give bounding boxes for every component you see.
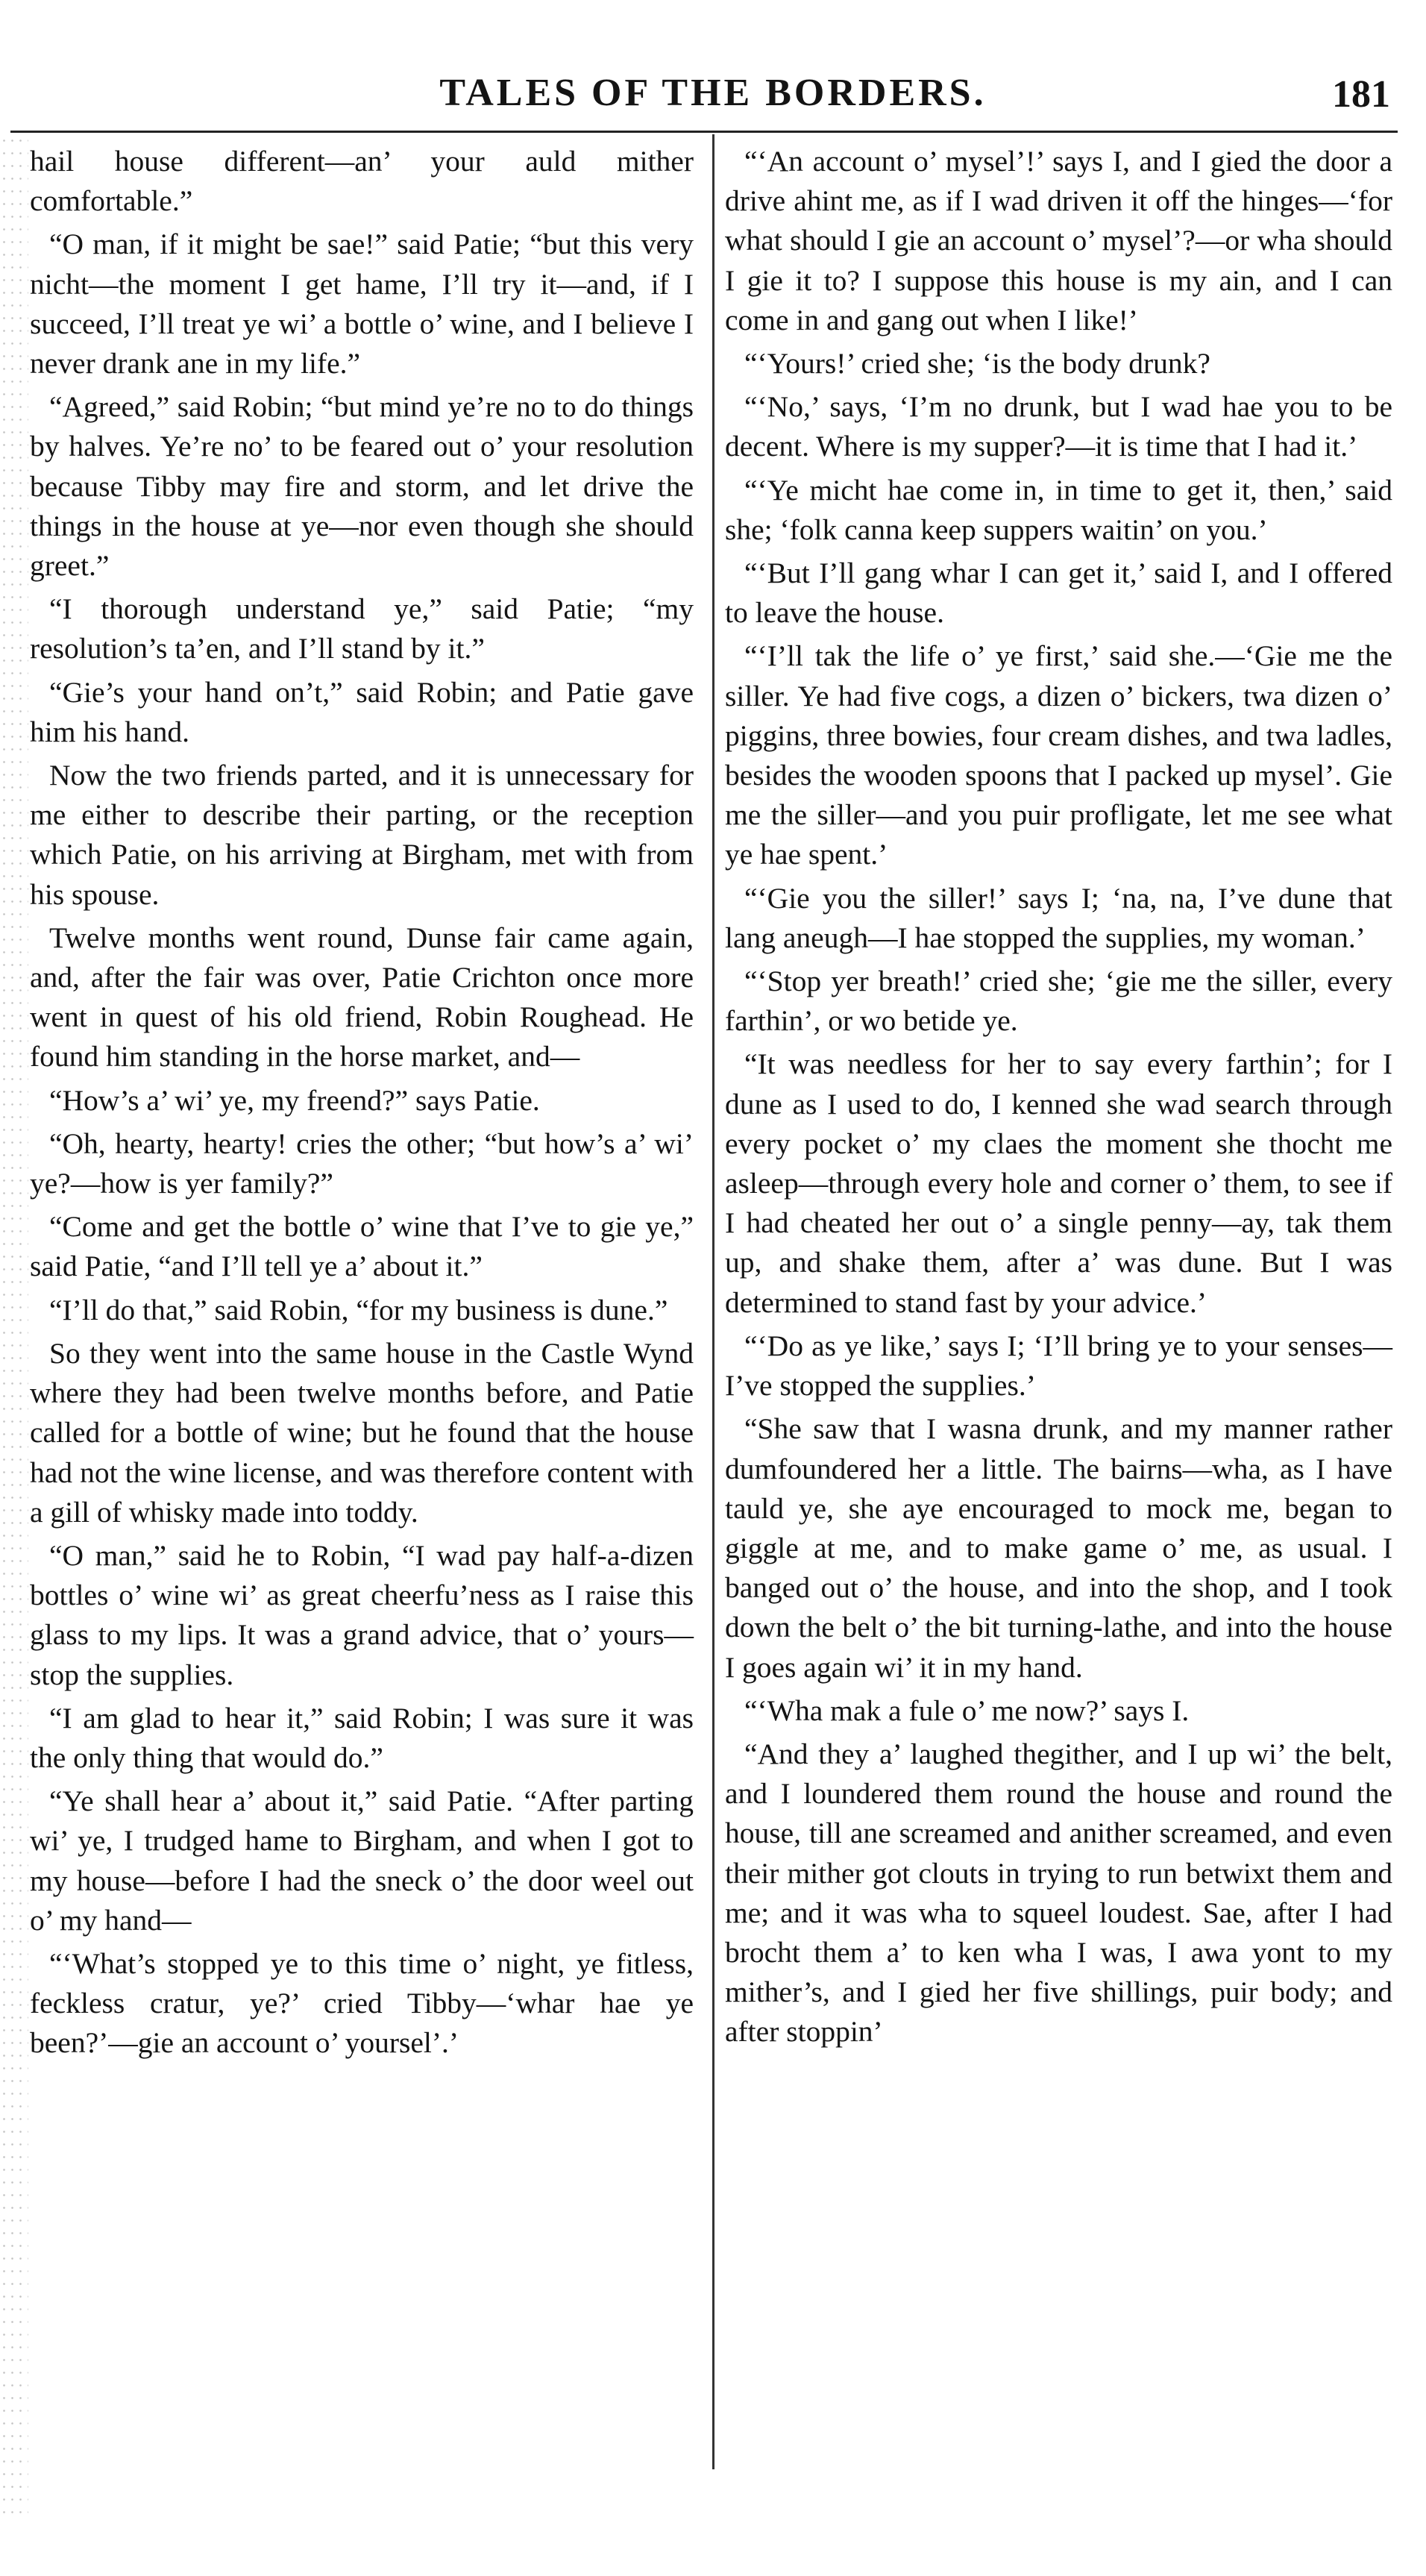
paragraph: “‘Stop yer breath!’ cried she; ‘gie me the siller, every farthin’, or wo betide ye. (725, 965, 1392, 1038)
paragraph: “‘But I’ll gang whar I can get it,’ said I, and I offered to leave the house. (725, 557, 1392, 630)
paragraph: “I’ll do that,” said Robin, “for my business is dune.” (49, 1293, 668, 1326)
paragraph: hail house different—an’ your auld mither comfortable.” (30, 145, 694, 218)
page-header (0, 71, 1426, 131)
paragraph: Twelve months went round, Dunse fair came again, and, after the fair was over, Patie Crichton once more went in quest of his old friend, Robin Roughead. He found him standing in the horse market, and— (30, 921, 694, 1074)
paragraph: “Come and get the bottle o’ wine that I’ve to gie ye,” said Patie, “and I’ll tell ye a’ about it.” (30, 1210, 694, 1283)
paragraph: “Ye shall hear a’ about it,” said Patie. “After parting wi’ ye, I trudged hame to Birgham, and when I got to my house—before I had the sneck o’ the door weel out o’ my hand— (30, 1784, 694, 1937)
paragraph: “Gie’s your hand on’t,” said Robin; and Patie gave him his hand. (30, 675, 694, 748)
page-number: 181 (1332, 73, 1390, 116)
column-divider (712, 134, 714, 2469)
right-column (725, 142, 1392, 2056)
paragraph: “I am glad to hear it,” said Robin; I was sure it was the only thing that would do.” (30, 1701, 694, 1774)
header-rule (10, 131, 1398, 133)
paragraph: “‘What’s stopped ye to this time o’ night, ye fitless, feckless cratur, ye?’ cried Tibby—‘whar hae ye been?’—gie an account o’ yoursel’.’ (30, 1946, 694, 2060)
paragraph: “She saw that I wasna drunk, and my manner rather dumfoundered her a little. The bairns—wha, as I have tauld ye, she aye encouraged to mock me, began to giggle at me, and to make game o’ me, as usual. I banged out o’ the house, and into the shop, and I took down the belt o’ the bit turning-lathe, and into the house I goes again wi’ it in my hand. (725, 1412, 1392, 1684)
paragraph: “Oh, hearty, hearty! cries the other; “but how’s a’ wi’ ye?—how is yer family?” (30, 1126, 694, 1200)
paragraph: “‘I’ll tak the life o’ ye first,’ said she.—‘Gie me the siller. Ye had five cogs, a dizen o’ bickers, twa dizen o’ piggins, three bowies, four cream dishes, and twa ladles, besides the wooden spoons that I packed up mysel’. Gie me the siller—and you puir profligate, let me see what ye hae spent.’ (725, 639, 1392, 871)
paragraph: So they went into the same house in the Castle Wynd where they had been twelve months before, and Patie called for a bottle of wine; but he found that the house had not the wine license, and was therefore content with a gill of whisky made into toddy. (30, 1336, 694, 1529)
paragraph: “How’s a’ wi’ ye, my freend?” says Patie. (49, 1083, 540, 1117)
paragraph: “‘Do as ye like,’ says I; ‘I’ll bring ye to your senses—I’ve stopped the supplies.’ (725, 1329, 1392, 1403)
paragraph: “I thorough understand ye,” said Patie; “my resolution’s ta’en, and I’ll stand by it.” (30, 592, 694, 665)
paragraph: “Agreed,” said Robin; “but mind ye’re no to do things by halves. Ye’re no’ to be feared out o’ your resolution because Tibby may fire and storm, and let drive the things in the house at ye—nor even though she should greet.” (30, 390, 694, 583)
paragraph: “‘An account o’ mysel’!’ says I, and I gied the door a drive ahint me, as if I wad driven it off the hinges—‘for what should I gie an account o’ mysel’?—or wha should I gie it to? I suppose this house is my ain, and I can come in and gang out when I like!’ (725, 145, 1392, 336)
paragraph: Now the two friends parted, and it is unnecessary for me either to describe their parting, or the reception which Patie, on his arriving at Birgham, met with from his spouse. (30, 759, 694, 911)
paragraph: “‘Gie you the siller!’ says I; ‘na, na, I’ve dune that lang aneugh—I hae stopped the supplies, my woman.’ (725, 881, 1392, 954)
paragraph: “‘Wha mak a fule o’ me now?’ says I. (744, 1693, 1190, 1727)
paragraph: “‘Yours!’ cried she; ‘is the body drunk? (744, 347, 1210, 380)
paragraph: “‘No,’ says, ‘I’m no drunk, but I wad hae you to be decent. Where is my supper?—it is time that I had it.’ (725, 390, 1392, 463)
paragraph: “It was needless for her to say every farthin’; for I dune as I used to do, I kenned she wad search through every pocket o’ my claes the moment she thocht me asleep—through every hole and corner o’ them, to see if I had cheated her out o’ a single penny—ay, tak them up, and shake them, after a’ was dune. But I was determined to stand fast by your advice.’ (725, 1047, 1392, 1319)
left-column (30, 142, 694, 2067)
binding-edge-specks (0, 134, 28, 2522)
paragraph: “‘Ye micht hae come in, in time to get it, then,’ said she; ‘folk canna keep suppers waitin’ on you.’ (725, 473, 1392, 546)
paragraph: “O man,” said he to Robin, “I wad pay half-a-dizen bottles o’ wine wi’ as great cheerfu’ness as I raise this glass to my lips. It was a grand advice, that o’ yours—stop the supplies. (30, 1538, 694, 1691)
paragraph: “O man, if it might be sae!” said Patie; “but this very nicht—the moment I get hame, I’ll try it—and, if I succeed, I’ll treat ye wi’ a bottle o’ wine, and I believe I never drank ane in my life.” (30, 228, 694, 380)
running-title: TALES OF THE BORDERS. (439, 72, 987, 114)
paragraph: “And they a’ laughed thegither, and I up wi’ the belt, and I loundered them round the house and round the house, till ane screamed and anither screamed, and even their mither got clouts in trying to run betwixt them and me; and it was wha to squeel loudest. Sae, after I had brocht them a’ to ken wha I was, I awa yont to my mither’s, and I gied her five shillings, puir body; and after stoppin’ (725, 1737, 1392, 2049)
